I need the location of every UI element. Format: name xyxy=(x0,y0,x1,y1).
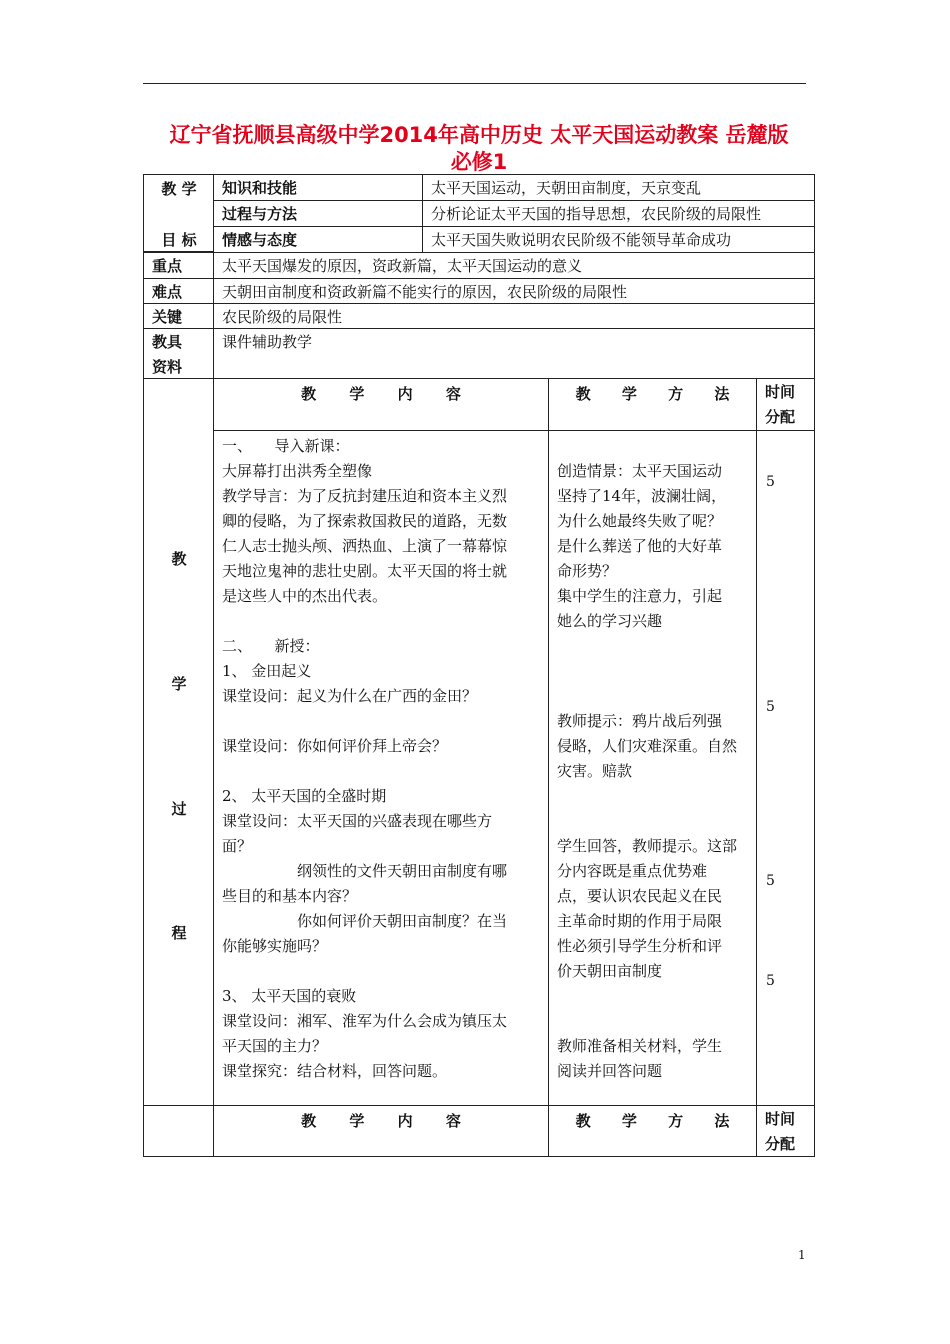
method-line xyxy=(557,684,748,709)
header-content: 教 学 内 容 xyxy=(213,378,549,431)
method-line: 学生回答，教师提示。这部 xyxy=(557,837,738,855)
content-line xyxy=(222,609,540,634)
method-line: 价天朝田亩制度 xyxy=(557,962,663,980)
materials-label-line1: 教具 xyxy=(152,333,183,351)
method-line: 性必须引导学生分析和评 xyxy=(557,937,723,955)
content-line: 课堂设问：起义为什么在广西的金田？ xyxy=(222,687,478,705)
process-label-char-3: 过 xyxy=(171,800,187,818)
difficulties-label: 难点 xyxy=(143,278,214,304)
document-title-line2: 必修1 xyxy=(450,150,508,174)
content-line: 纲领性的文件天朝田亩制度有哪 xyxy=(222,862,508,880)
method-line: 主革命时期的作用于局限 xyxy=(557,912,723,930)
content-line: 平天国的主力？ xyxy=(222,1037,328,1055)
content-line: 二、 新授： xyxy=(222,637,320,655)
process-method-cell xyxy=(548,430,757,1106)
document-title-line1: 辽宁省抚顺县高级中学2014年高中历史 太平天国运动教案 岳麓版 xyxy=(169,123,789,147)
method-line xyxy=(557,784,748,809)
footer-header-time xyxy=(756,1105,815,1157)
footer-header-method: 教 学 方 法 xyxy=(548,1105,757,1157)
content-line: 仁人志士抛头颅、洒热血、上演了一幕幕惊 xyxy=(222,537,508,555)
page-number: 1 xyxy=(798,1248,806,1262)
content-line: 课堂设问：太平天国的兴盛表现在哪些方 xyxy=(222,812,493,830)
time-value-1: 5 xyxy=(766,474,775,490)
header-time-line1: 时间 xyxy=(765,383,796,401)
process-label-char-1: 教 xyxy=(171,550,187,568)
footer-header-time-line2: 分配 xyxy=(765,1135,796,1153)
key-points-label: 重点 xyxy=(143,252,214,279)
content-line: 一、 导入新课： xyxy=(222,437,350,455)
materials-content: 课件辅助教学 xyxy=(213,328,815,379)
key-label: 关键 xyxy=(143,303,214,329)
goal-name-emotion: 情感与态度 xyxy=(213,226,423,253)
content-line: 天地泣鬼神的悲壮史剧。太平天国的将士就 xyxy=(222,562,508,580)
method-line: 灾害。赔款 xyxy=(557,762,633,780)
content-line: 课堂设问：湘军、淮军为什么会成为镇压太 xyxy=(222,1012,508,1030)
method-line: 命形势？ xyxy=(557,562,618,580)
content-line: 课堂探究：结合材料，回答问题。 xyxy=(222,1062,448,1080)
content-line: 3、 太平天国的衰败 xyxy=(222,987,357,1005)
key-points-content: 太平天国爆发的原因，资政新篇，太平天国运动的意义 xyxy=(213,252,815,279)
process-label-char-4: 程 xyxy=(171,924,187,942)
header-time-line2: 分配 xyxy=(765,408,796,426)
materials-label-line2: 资料 xyxy=(152,358,183,376)
content-line: 你能够实施吗？ xyxy=(222,937,328,955)
method-line xyxy=(557,984,748,1009)
method-line: 创造情景：太平天国运动 xyxy=(557,462,723,480)
footer-header-content: 教 学 内 容 xyxy=(213,1105,549,1157)
content-line: 你如何评价天朝田亩制度？在当 xyxy=(222,912,508,930)
goals-label-top: 教 学 xyxy=(161,180,197,198)
method-line xyxy=(557,1009,748,1034)
content-line: 是这些人中的杰出代表。 xyxy=(222,587,388,605)
content-line: 卿的侵略，为了探索救国救民的道路，无数 xyxy=(222,512,508,530)
time-value-2: 5 xyxy=(766,699,775,715)
method-line xyxy=(557,659,748,684)
content-line: 2、 太平天国的全盛时期 xyxy=(222,787,387,805)
content-line: 大屏幕打出洪秀全塑像 xyxy=(222,462,373,480)
content-line: 面？ xyxy=(222,837,253,855)
difficulties-content: 天朝田亩制度和资政新篇不能实行的原因，农民阶级的局限性 xyxy=(213,278,815,304)
content-line xyxy=(222,709,540,734)
content-line: 些目的和基本内容？ xyxy=(222,887,358,905)
method-line: 她么的学习兴趣 xyxy=(557,612,663,630)
goal-content-emotion: 太平天国失败说明农民阶级不能领导革命成功 xyxy=(422,226,815,253)
method-line: 是什么葬送了他的大好革 xyxy=(557,537,723,555)
bottom-label-cell xyxy=(143,1105,214,1157)
method-line: 教师提示：鸦片战后列强 xyxy=(557,712,723,730)
method-line: 点，要认识农民起义在民 xyxy=(557,887,723,905)
goals-label-cell xyxy=(143,174,214,252)
method-line: 阅读并回答问题 xyxy=(557,1062,663,1080)
key-content: 农民阶级的局限性 xyxy=(213,303,815,329)
content-line: 课堂设问：你如何评价拜上帝会？ xyxy=(222,737,448,755)
method-line: 坚持了14年，波澜壮阔， xyxy=(557,487,727,505)
process-content-lines xyxy=(222,434,540,1084)
materials-label xyxy=(143,328,214,379)
process-label-cell xyxy=(143,378,214,1106)
process-content-cell xyxy=(213,430,549,1106)
header-method: 教 学 方 法 xyxy=(548,378,757,431)
method-line xyxy=(557,634,748,659)
content-line xyxy=(222,959,540,984)
content-line: 教学导言：为了反抗封建压迫和资本主义烈 xyxy=(222,487,508,505)
method-line: 教师准备相关材料，学生 xyxy=(557,1037,723,1055)
process-label-char-2: 学 xyxy=(171,675,187,693)
goal-content-process: 分析论证太平天国的指导思想，农民阶级的局限性 xyxy=(422,200,815,227)
goals-label-bottom: 目 标 xyxy=(161,231,197,249)
time-value-4: 5 xyxy=(766,973,775,989)
method-line: 侵略，人们灾难深重。自然 xyxy=(557,737,738,755)
content-line xyxy=(222,759,540,784)
method-line xyxy=(557,809,748,834)
method-line: 集中学生的注意力，引起 xyxy=(557,587,723,605)
process-time-cell xyxy=(756,430,815,1106)
content-line: 1、 金田起义 xyxy=(222,662,312,680)
header-time xyxy=(756,378,815,431)
footer-header-time-line1: 时间 xyxy=(765,1110,796,1128)
header-rule xyxy=(143,83,806,84)
method-line: 为什么她最终失败了呢？ xyxy=(557,512,723,530)
process-method-lines xyxy=(557,434,748,1084)
goal-content-knowledge: 太平天国运动，天朝田亩制度，天京变乱 xyxy=(422,174,815,201)
goal-name-process: 过程与方法 xyxy=(213,200,423,227)
method-line: 分内容既是重点优势难 xyxy=(557,862,708,880)
method-line xyxy=(557,434,748,459)
goal-name-knowledge: 知识和技能 xyxy=(213,174,423,201)
time-value-3: 5 xyxy=(766,873,775,889)
